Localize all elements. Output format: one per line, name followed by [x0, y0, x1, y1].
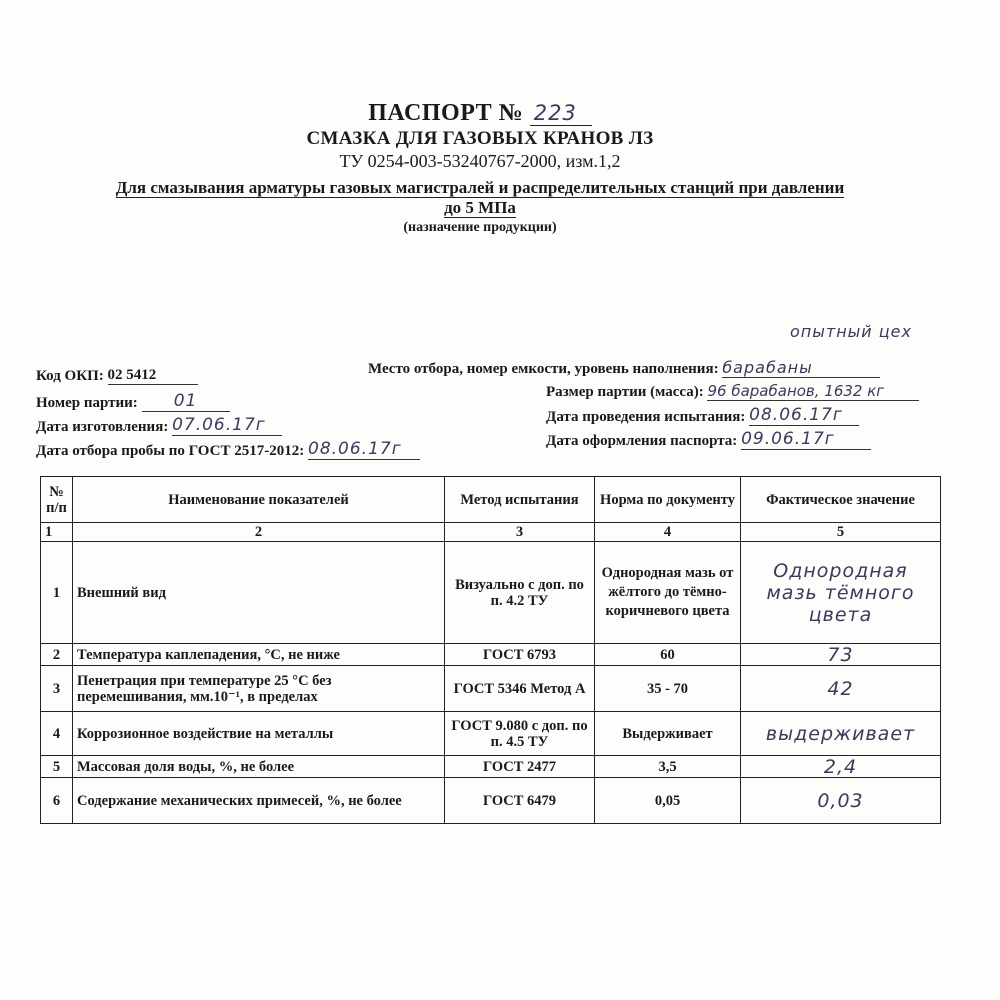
row-norm: 35 - 70: [595, 666, 741, 712]
manufacture-date-value: 07.06.17г: [172, 415, 282, 436]
tu-reference: ТУ 0254-003-53240767-2000, изм.1,2: [339, 151, 621, 171]
row-norm: 3,5: [595, 756, 741, 778]
batch-value: 01: [142, 391, 230, 412]
row-num: 1: [41, 542, 73, 644]
batch-label: Номер партии:: [36, 395, 138, 411]
sample-date-value: 08.06.17г: [308, 439, 420, 460]
sample-date-label: Дата отбора пробы по ГОСТ 2517-2012:: [36, 443, 305, 459]
sample-date-field: [36, 439, 420, 460]
product-purpose: [0, 178, 960, 218]
table-row: [41, 712, 941, 756]
row-method: ГОСТ 5346 Метод А: [445, 666, 595, 712]
row-name: Пенетрация при температуре 25 °С без перемешивания, мм.10⁻¹, в пределах: [73, 666, 445, 712]
purpose-note: (назначение продукции): [403, 220, 557, 235]
table-row: [41, 666, 941, 712]
row-norm: 60: [595, 644, 741, 666]
row-name: Массовая доля воды, %, не более: [73, 756, 445, 778]
batch-size-value: 96 барабанов, 1632 кг: [707, 382, 919, 401]
manufacture-date-label: Дата изготовления:: [36, 419, 169, 435]
row-name: Коррозионное воздействие на металлы: [73, 712, 445, 756]
row-norm: Однородная мазь от жёлтого до тёмно-коричневого цвета: [595, 542, 741, 644]
okp-value: 02 5412: [108, 367, 198, 385]
issue-date-label: Дата оформления паспорта:: [546, 433, 738, 449]
row-norm: 0,05: [595, 778, 741, 824]
column-number: 5: [741, 523, 941, 542]
row-num: 5: [41, 756, 73, 778]
okp-field: [36, 367, 198, 385]
header-actual: Фактическое значение: [741, 477, 941, 523]
product-name: СМАЗКА ДЛЯ ГАЗОВЫХ КРАНОВ ЛЗ: [306, 128, 654, 149]
document-header: [0, 100, 960, 236]
sampling-place-field: [368, 358, 880, 378]
table-row: [41, 778, 941, 824]
row-method: ГОСТ 9.080 с доп. по п. 4.5 ТУ: [445, 712, 595, 756]
row-method: ГОСТ 2477: [445, 756, 595, 778]
table-row: [41, 542, 941, 644]
sampling-place-value-2: барабаны: [722, 358, 880, 378]
batch-size-field: [546, 382, 919, 401]
row-actual: Однородная мазь тёмного цвета: [741, 542, 941, 644]
row-method: Визуально с доп. по п. 4.2 ТУ: [445, 542, 595, 644]
header-method: Метод испытания: [445, 477, 595, 523]
title-prefix: ПАСПОРТ №: [368, 100, 524, 126]
test-date-field: [546, 405, 859, 426]
specification-table: [40, 476, 941, 824]
batch-size-label: Размер партии (масса):: [546, 384, 704, 400]
column-number: 4: [595, 523, 741, 542]
passport-title: [0, 100, 960, 127]
row-method: ГОСТ 6793: [445, 644, 595, 666]
row-name: Температура каплепадения, °С, не ниже: [73, 644, 445, 666]
row-actual: 73: [741, 644, 941, 666]
row-norm: Выдерживает: [595, 712, 741, 756]
header-norm: Норма по документу: [595, 477, 741, 523]
column-number-row: [41, 523, 941, 542]
sampling-place-label: Место отбора, номер емкости, уровень наполнения:: [368, 361, 719, 377]
header-name: Наименование показателей: [73, 477, 445, 523]
row-num: 3: [41, 666, 73, 712]
column-number: 3: [445, 523, 595, 542]
row-num: 6: [41, 778, 73, 824]
column-number: 1: [41, 523, 73, 542]
issue-date-value: 09.06.17г: [741, 429, 871, 450]
row-actual: выдерживает: [741, 712, 941, 756]
sampling-place-value-1: опытный цех: [790, 322, 912, 341]
column-number: 2: [73, 523, 445, 542]
row-num: 4: [41, 712, 73, 756]
test-date-value: 08.06.17г: [749, 405, 859, 426]
table-header-row: [41, 477, 941, 523]
test-date-label: Дата проведения испытания:: [546, 409, 746, 425]
purpose-line-1: Для смазывания арматуры газовых магистралей и распределительных станций при давлении: [115, 178, 845, 197]
row-num: 2: [41, 644, 73, 666]
table-row: [41, 756, 941, 778]
row-actual: 2,4: [741, 756, 941, 778]
okp-label: Код ОКП:: [36, 368, 104, 384]
passport-number: 223: [530, 101, 592, 126]
batch-field: [36, 391, 230, 412]
manufacture-date-field: [36, 415, 282, 436]
row-name: Содержание механических примесей, %, не более: [73, 778, 445, 824]
row-actual: 0,03: [741, 778, 941, 824]
row-method: ГОСТ 6479: [445, 778, 595, 824]
purpose-line-2: до 5 МПа: [444, 198, 516, 217]
header-num: № п/п: [41, 477, 73, 523]
table-row: [41, 644, 941, 666]
row-actual: 42: [741, 666, 941, 712]
row-name: Внешний вид: [73, 542, 445, 644]
issue-date-field: [546, 429, 871, 450]
